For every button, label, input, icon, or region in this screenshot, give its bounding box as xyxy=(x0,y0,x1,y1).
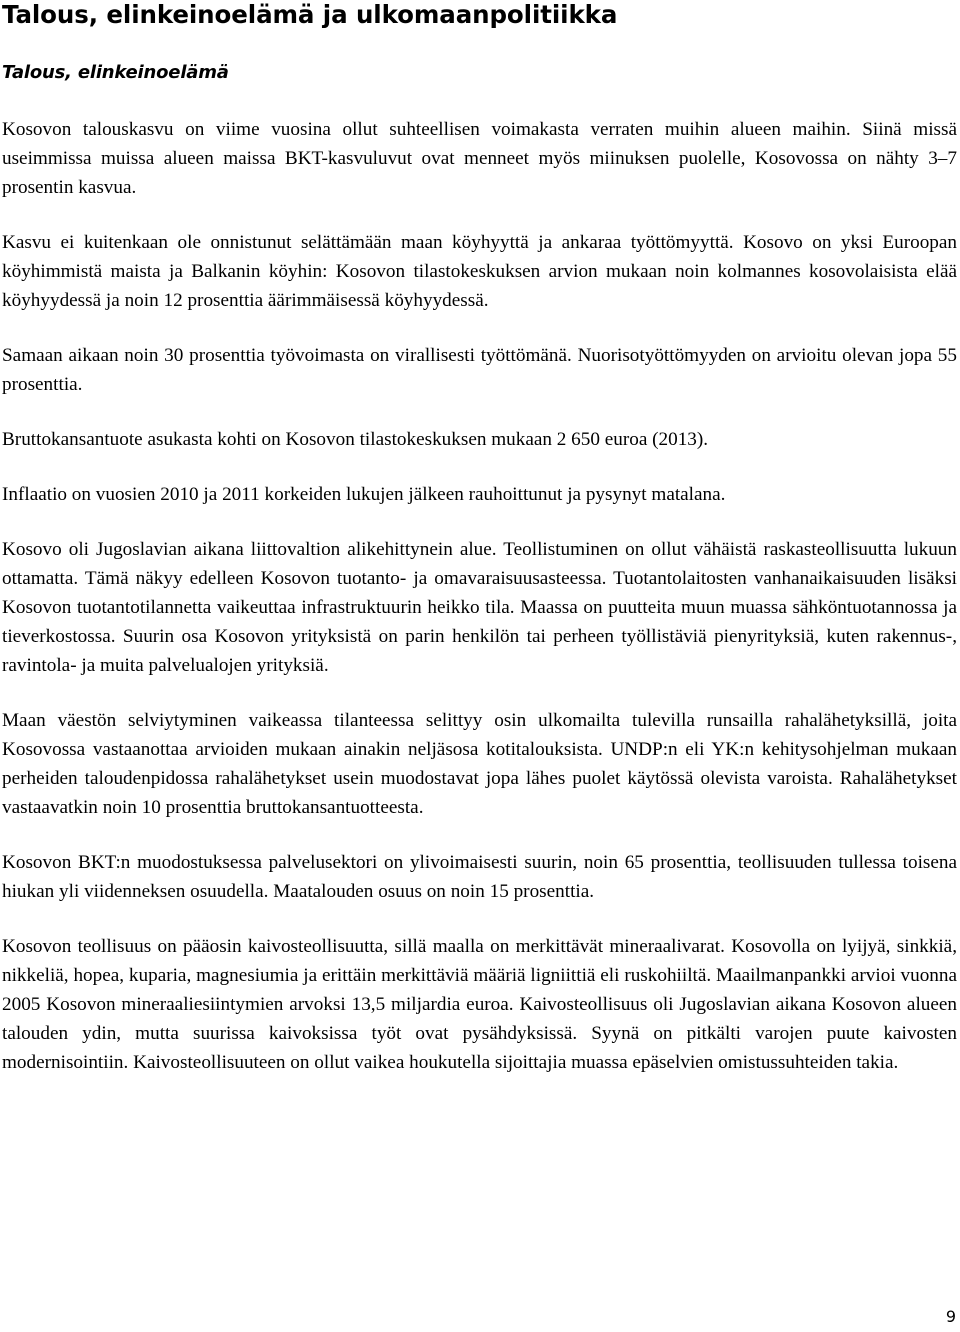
page-number: 9 xyxy=(945,1307,956,1326)
paragraph-mining: Kosovon teollisuus on pääosin kaivosteollisuutta, sillä maalla on merkittävät mineraalivarat. Kosovolla on lyijyä, sinkkiä, nikkeliä, hopea, kuparia, magnesiumia ja erittäin merkittäviä määriä ligniittiä eli ruskohiiltä. Maailmanpankki arvioi vuonna 2005 Kosovon mineraaliesiintymien arvoksi 13,5 miljardia euroa. Kaivosteollisuus oli Jugoslavian aikana Kosovon alueen talouden ydin, mutta suurissa kaivoksissa työt ovat pysähdyksissä. Syynä on pitkälti varojen puute kaivosten modernisointiin. Kaivosteollisuuteen on ollut vaikea houkutella sijoittajia muassa epäselvien omistussuhteiden takia. xyxy=(2,936,957,1073)
paragraph-industrialization: Kosovo oli Jugoslavian aikana liittovaltion alikehittynein alue. Teollistuminen on ollut vähäistä raskasteollisuutta lukuun ottamatta. Tämä näkyy edelleen Kosovon tuotanto- ja omavaraisuusasteessa. Tuotantolaitosten vanhanaikaisuuden lisäksi Kosovon tuotantotilannetta vaikeuttaa infrastruktuurin heikko tila. Maassa on puutteita muun muassa sähköntuotannossa ja tieverkostossa. Suurin osa Kosovon yrityksistä on parin henkilön tai perheen työllistäviä pienyrityksiä, kuten rakennus-, ravintola- ja muita palvelualojen yrityksiä. xyxy=(2,539,957,676)
paragraph-remittances: Maan väestön selviytyminen vaikeassa tilanteessa selittyy osin ulkomailta tulevilla runsailla rahalähetyksillä, joita Kosovossa vastaanottaa arvioiden mukaan ainakin neljäsosa kotitalouksista. UNDP:n eli YK:n kehitysohjelman mukaan perheiden taloudenpidossa rahalähetykset usein muodostavat jopa lähes puolet käytössä olevista varoista. Rahalähetykset vastaavatkin noin 10 prosenttia bruttokansantuotteesta. xyxy=(2,710,957,818)
paragraph-poverty: Kasvu ei kuitenkaan ole onnistunut selättämään maan köyhyyttä ja ankaraa työttömyyttä. Kosovo on yksi Euroopan köyhimmistä maista ja Balkanin köyhin: Kosovon tilastokeskuksen arvion mukaan noin kolmannes kosovolaisista elää köyhyydessä ja noin 12 prosenttia äärimmäisessä köyhyydessä. xyxy=(2,232,957,311)
page-heading: Talous, elinkeinoelämä ja ulkomaanpolitiikka xyxy=(2,0,618,29)
paragraph-gdp-per-capita: Bruttokansantuote asukasta kohti on Kosovon tilastokeskuksen mukaan 2 650 euroa (2013). xyxy=(2,429,709,450)
paragraph-unemployment: Samaan aikaan noin 30 prosenttia työvoimasta on virallisesti työttömänä. Nuorisotyöttömyyden on arvioitu olevan jopa 55 prosenttia. xyxy=(2,345,957,395)
body-text xyxy=(2,115,957,1103)
paragraph-economic-growth: Kosovon talouskasvu on viime vuosina ollut suhteellisen voimakasta verraten muihin alueen maihin. Siinä missä useimmissa muissa alueen maissa BKT-kasvuluvut ovat menneet myös miinuksen puolelle, Kosovossa on nähty 3–7 prosentin kasvua. xyxy=(2,119,957,198)
paragraph-inflation: Inflaatio on vuosien 2010 ja 2011 korkeiden lukujen jälkeen rauhoittunut ja pysynyt matalana. xyxy=(2,484,726,505)
paragraph-gdp-structure: Kosovon BKT:n muodostuksessa palvelusektori on ylivoimaisesti suurin, noin 65 prosenttia, teollisuuden tullessa toisena hiukan yli viidenneksen osuudella. Maatalouden osuus on noin 15 prosenttia. xyxy=(2,852,957,902)
section-subheading: Talous, elinkeinoelämä xyxy=(2,62,229,83)
